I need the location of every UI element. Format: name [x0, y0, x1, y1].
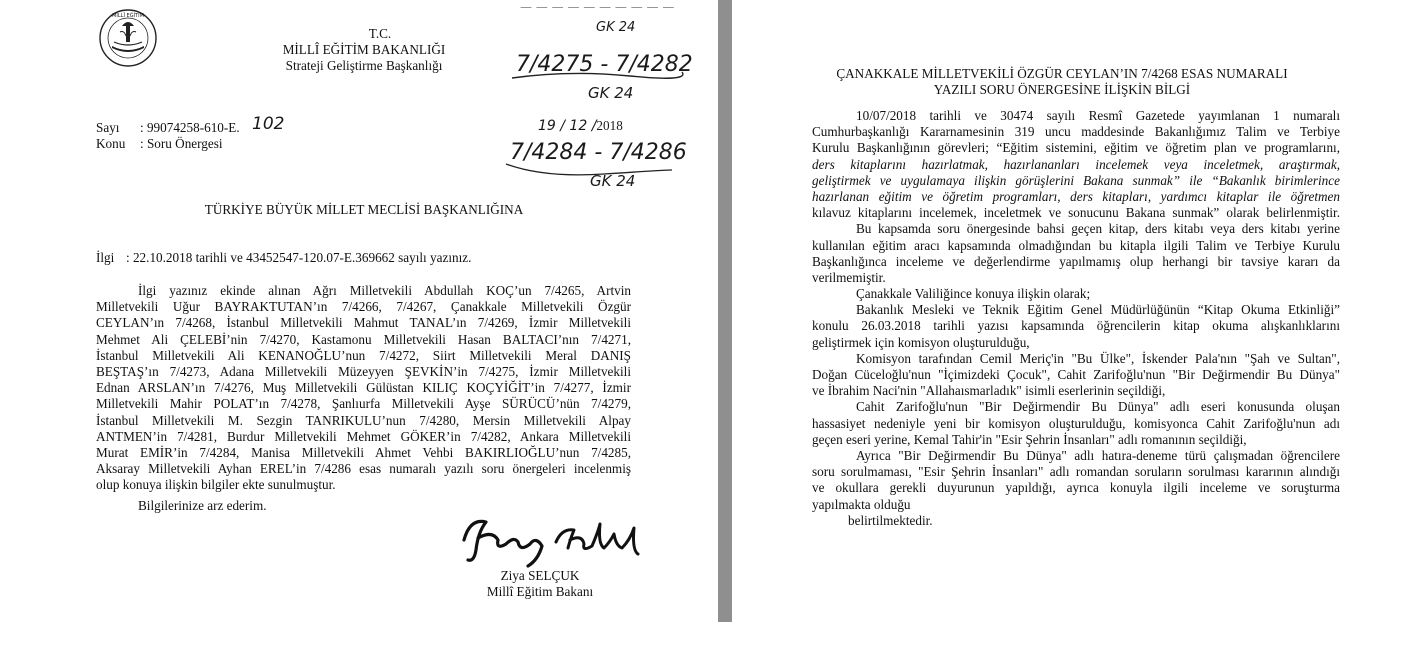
- p7-line: Ayrıca "Bir Değirmendir Bu Dünya" adlı hatıra-deneme türü çalışmadan öğrencilere: [856, 447, 1340, 463]
- p4-line: Bakanlık Mesleki ve Teknik Eğitim Genel Müdürlüğünün “Kitap Okuma Etkinliği”: [856, 302, 1340, 318]
- p2-line: Bu kapsamda soru önergesinde bahsi geçen kitap, ders kitabı veya ders kitabı yerine: [856, 221, 1340, 237]
- ilgi-value: : 22.10.2018 tarihli ve 43452547-120.07-E.369662 sayılı yazınız.: [126, 250, 472, 265]
- header-department: Strateji Geliştirme Başkanlığı: [285, 58, 443, 73]
- addressee: TÜRKİYE BÜYÜK MİLLET MECLİSİ BAŞKANLIĞINA: [204, 202, 524, 217]
- info-title-line-1: ÇANAKKALE MİLLETVEKİLİ ÖZGÜR CEYLAN’IN 7/4268 ESAS NUMARALI: [836, 66, 1288, 81]
- signatory-name: Ziya SELÇUK: [500, 568, 580, 583]
- p6-line: geçen eseri yerine, Kemal Tahir'in "Esir Şehrin İnsanları" adlı romanının seçildiği,: [812, 431, 1247, 447]
- letter-page: [0, 0, 718, 622]
- p1-line: geliştirmek ve uygulamaya ilişkin görüşlerini Bakana sunmak” ile “Bakanlık birimlerince: [812, 172, 1340, 188]
- handwritten-gk-low: GK 24: [590, 172, 636, 190]
- body-line: Ednan ARSLAN’ın 7/4276, Muş Milletvekili Gülüstan KILIÇ KOÇYİĞİT’in 7/4277, İzmir: [96, 380, 631, 396]
- signatory-title: Millî Eğitim Bakanı: [486, 584, 594, 599]
- handwritten-signature: [458, 510, 648, 570]
- body-line: İlgi yazınız ekinde alınan Ağrı Milletvekili Abdullah KOÇ’un 7/4265, Artvin: [138, 283, 631, 298]
- body-line: Murat EMİR’in 7/4284, Manisa Milletvekili Ahmet Vehbi BAKIRLIOĞLU’nun 7/4285,: [96, 444, 631, 460]
- p7-line: ve okullara gerekli duyurunun yapıldığı, ayrıca konuyla ilgili inceleme ve soruşturma: [812, 480, 1340, 496]
- closing-line: Bilgilerinize arz ederim.: [138, 498, 267, 513]
- handwritten-gk-mid: GK 24: [588, 84, 634, 102]
- info-title-line-2: YAZILI SORU ÖNERGESİNE İLİŞKİN BİLGİ: [933, 82, 1191, 97]
- bottom-margin: [0, 622, 1414, 656]
- p2-line: kullanılan eğitim aracı kapsamında olmadığından bu kitapla ilgili Talim ve Terbiye Kurulu: [812, 237, 1340, 253]
- body-line: İstanbul Milletvekili M. Sezgin TANRIKULU’nun 7/4280, Mersin Milletvekili Alpay: [96, 412, 631, 428]
- p2-line: verilmemiştir.: [812, 269, 886, 285]
- ministry-seal-logo: [98, 8, 158, 68]
- body-line: Milletvekili Uğur BAYRAKTUTAN’ın 7/4266, 7/4267, Çanakkale Milletvekili Özgür: [96, 299, 631, 315]
- body-line: olup konuya ilişkin bilgiler ekte sunulmuştur.: [96, 477, 336, 493]
- p5-line: ve İbrahim Naci'nin "Allahaısmarladık" isimli eserlerinin seçildiği,: [812, 383, 1166, 399]
- p6-line: hassasiyet nedeniyle yeni bir komisyon oluşturulduğu, komisyonca Cahit Zarifoğlu'nun adı: [812, 415, 1340, 431]
- p1-line: kılavuz kitaplarını incelemek, inceletmek ve sonucunu Bakana sunmak” olarak belirlenmiştir.: [812, 205, 1340, 221]
- body-line: Aksaray Milletvekili Ayhan EREL’in 7/4286 esas numaralı yazılı soru önergeleri incelenmiş: [96, 461, 631, 477]
- konu-value: : Soru Önergesi: [140, 136, 223, 151]
- header-ministry: MİLLÎ EĞİTİM BAKANLIĞI: [282, 42, 446, 57]
- p1-line: 10/07/2018 tarihli ve 30474 sayılı Resmî Gazetede yayımlanan 1 numaralı: [856, 108, 1340, 123]
- handwritten-gk-top: GK 24: [596, 20, 636, 35]
- p1-line: Kurulu Başkanlığının görevleri; “Eğitim sistemini, eğitim ve öğretim plan ve programlarını,: [812, 140, 1340, 156]
- p5-line: Komisyon tarafından Cemil Meriç'in "Bu Ülke", İskender Pala'nın "Şah ve Sultan",: [856, 350, 1340, 366]
- konu-label: Konu: [96, 136, 126, 151]
- handwritten-sayi-number: 102: [252, 114, 285, 134]
- p4-line: konulu 26.03.2018 tarihli yazısı kapsamında öğrencilerin kitap okuma alışkanlıklarını: [812, 318, 1340, 334]
- body-line: Milletvekili Mahir POLAT’ın 7/4278, Şanlıurfa Milletvekili Ayşe SÜRÜCÜ’nün 7/4279,: [96, 396, 631, 412]
- body-line: BEŞTAŞ’ın 7/4273, Adana Milletvekili Müzeyyen ŞEVKİN’in 7/4275, İzmir Milletvekili: [96, 363, 631, 379]
- p8-line: belirtilmektedir.: [848, 512, 933, 528]
- body-line: ANTMEN’in 7/4281, Burdur Milletvekili Mehmet GÖKER’in 7/4282, Ankara Milletvekili: [96, 428, 631, 444]
- page-separator: [718, 0, 732, 622]
- body-line: İstanbul Milletvekili Ali KENANOĞLU’nun 7/4272, Siirt Milletvekili Meral DANIŞ: [96, 347, 631, 363]
- p6-line: Cahit Zarifoğlu'nun "Bir Değirmendir Bu Dünya" adlı eseri konusunda oluşan: [856, 399, 1340, 415]
- p3-line: Çanakkale Valiliğince konuya ilişkin olarak;: [856, 286, 1091, 302]
- handwritten-range-2: 7/4284 - 7/4286: [510, 140, 687, 165]
- p4-line: geliştirmek için komisyon oluşturulduğu,: [812, 334, 1030, 350]
- body-line: CEYLAN’ın 7/4268, İstanbul Milletvekili Mahmut TANAL’ın 7/4269, İzmir Milletvekili: [96, 315, 631, 331]
- info-body: [812, 108, 1340, 529]
- sayi-value: : 99074258-610-E.: [140, 120, 240, 135]
- p1-line: Cumhurbaşkanlığı Kararnamesinin 319 uncu maddesinde Bakanlığımız Talim ve Terbiye: [812, 124, 1340, 140]
- p7-line: soru sorulmaması, "Esir Şehrin İnsanları" adlı romandan soruların sorulması kararının alındığı: [812, 464, 1340, 480]
- p5-line: Doğan Cüceloğlu'nun "İçimizdeki Çocuk", Cahit Zarifoğlu'nun "Bir Değirmendir Bu Dünya": [812, 367, 1340, 382]
- info-page: [732, 0, 1414, 622]
- handwritten-top-mark: — — — — — — — — — —: [520, 0, 675, 14]
- p2-line: Başkanlığınca inceleme ve değerlendirme yapılmamış olup herhangi bir tavsiye kararı da: [812, 253, 1340, 269]
- p1-line: ders kitaplarını hazırlatmak, hazırlananları incelemek veya inceletmek, araştırmak,: [812, 156, 1340, 172]
- handwritten-underline-1: [510, 68, 686, 82]
- ilgi-label: İlgi: [96, 250, 115, 265]
- handwritten-underline-2: [504, 158, 674, 180]
- svg-text:MİLLÎ EĞİTİM: MİLLÎ EĞİTİM: [112, 13, 144, 19]
- handwritten-date: 19 / 12 /2018: [538, 118, 623, 134]
- body-line: Mehmet Ali ÇELEBİ’nin 7/4270, Kastamonu Milletvekili Hasan BALTACI’nın 7/4271,: [96, 331, 631, 347]
- handwritten-range-1: 7/4275 - 7/4282: [516, 52, 693, 77]
- sayi-label: Sayı: [96, 120, 120, 135]
- p7-line: yapılmakta olduğu: [812, 496, 911, 512]
- header-tc: T.C.: [368, 26, 392, 41]
- p1-line: hazırlanan eğitim ve öğretim programları, ders kitapları, yardımcı kitaplar ile öğretmen: [812, 188, 1340, 204]
- letter-body: [96, 283, 631, 493]
